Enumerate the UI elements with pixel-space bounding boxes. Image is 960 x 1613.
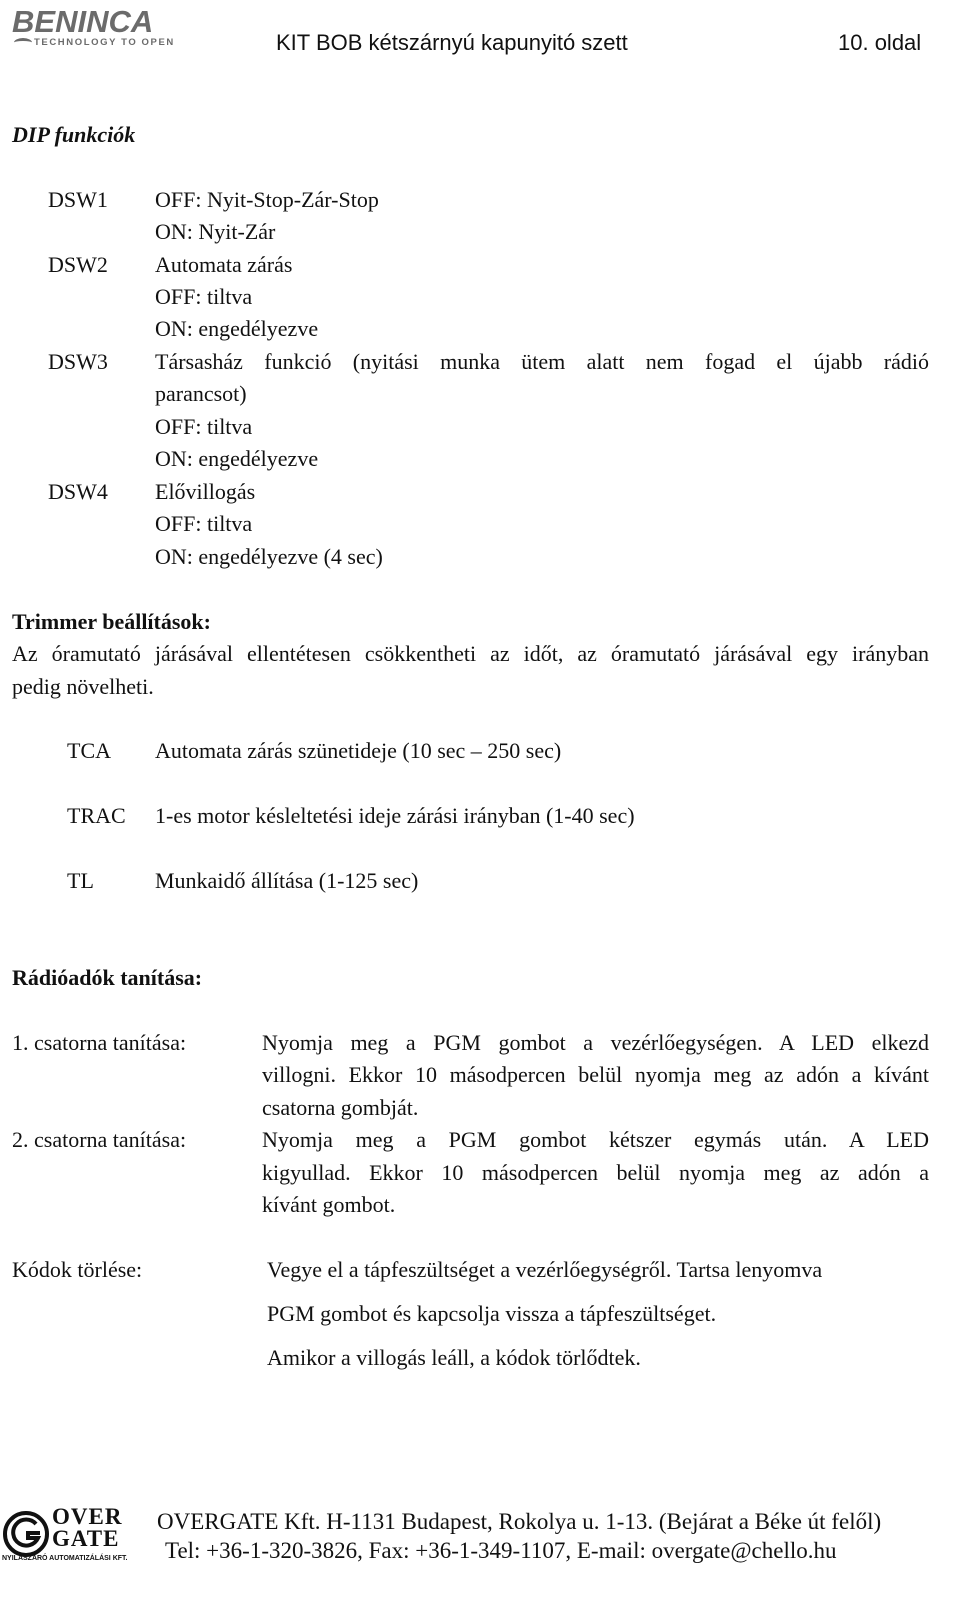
dip-dsw2-line: ON: engedélyezve: [155, 316, 319, 341]
dip-label-dsw2: DSW2: [48, 252, 108, 277]
dip-dsw4-line: ON: engedélyezve (4 sec): [155, 544, 383, 569]
trimmer-intro-cont: pedig növelheti.: [12, 674, 154, 699]
radio-delete-label: Kódok törlése:: [12, 1257, 143, 1282]
footer-contact: Tel: +36-1-320-3826, Fax: +36-1-349-1107, E-mail: overgate@chello.hu: [165, 1538, 837, 1563]
document-title: KIT BOB kétszárnyú kapunyitó szett: [276, 30, 628, 55]
dip-dsw2-line: OFF: tiltva: [155, 284, 253, 309]
dip-dsw3-line: Társasház funkció (nyitási munka ütem alatt nem fogad el újabb rádió: [155, 349, 929, 374]
dip-label-dsw1: DSW1: [48, 187, 108, 212]
page-number: 10. oldal: [838, 30, 922, 55]
dip-dsw1-line: OFF: Nyit-Stop-Zár-Stop: [155, 187, 379, 212]
radio-ch2-label: 2. csatorna tanítása:: [12, 1127, 187, 1152]
radio-ch1-line: Nyomja meg a PGM gombot a vezérlőegységen. A LED elkezd: [262, 1030, 929, 1055]
trimmer-heading: Trimmer beállítások:: [12, 609, 211, 634]
dip-label-dsw4: DSW4: [48, 479, 108, 504]
trimmer-intro: Az óramutató járásával ellentétesen csökkentheti az időt, az óramutató járásával egy irányban: [12, 641, 929, 666]
dip-heading: DIP funkciók: [12, 122, 136, 147]
radio-ch1-line: villogni. Ekkor 10 másodpercen belül nyomja meg az adón a kívánt: [262, 1062, 929, 1087]
radio-delete-line: Vegye el a tápfeszültséget a vezérlőegységről. Tartsa lenyomva: [267, 1257, 823, 1282]
dip-dsw3-line: parancsot): [155, 381, 247, 406]
logo-main-text: BENINCA: [12, 4, 154, 39]
logo-tagline: TECHNOLOGY TO OPEN: [34, 37, 175, 48]
radio-heading: Rádióadók tanítása:: [12, 965, 203, 990]
radio-delete-line: PGM gombot és kapcsolja vissza a tápfeszültséget.: [267, 1301, 717, 1326]
trimmer-label-tca: TCA: [67, 738, 111, 763]
footer-logo-text: OVER GATE: [52, 1504, 123, 1551]
dip-dsw3-line: ON: engedélyezve: [155, 446, 319, 471]
trimmer-text-tl: Munkaidő állítása (1-125 sec): [155, 868, 419, 893]
dip-dsw2-line: Automata zárás: [155, 252, 293, 277]
footer-address: OVERGATE Kft. H-1131 Budapest, Rokolya u. 1-13. (Bejárat a Béke út felől): [157, 1509, 882, 1534]
dip-dsw1-line: ON: Nyit-Zár: [155, 219, 276, 244]
logo-swoosh-icon: [14, 38, 32, 47]
radio-ch2-line: kigyullad. Ekkor 10 másodpercen belül nyomja meg az adón a: [262, 1160, 929, 1185]
overgate-logo: [2, 1506, 134, 1566]
dip-label-dsw3: DSW3: [48, 349, 108, 374]
beninca-logo: [12, 4, 175, 50]
radio-ch2-line: Nyomja meg a PGM gombot kétszer egymás után. A LED: [262, 1127, 929, 1152]
radio-ch2-line: kívánt gombot.: [262, 1192, 396, 1217]
radio-ch1-label: 1. csatorna tanítása:: [12, 1030, 187, 1055]
dip-dsw3-line: OFF: tiltva: [155, 414, 253, 439]
trimmer-text-tca: Automata zárás szünetideje (10 sec – 250 sec): [155, 738, 562, 763]
radio-ch1-line: csatorna gombját.: [262, 1095, 419, 1120]
trimmer-text-trac: 1-es motor késleltetési ideje zárási irányban (1-40 sec): [155, 803, 635, 828]
trimmer-label-trac: TRAC: [67, 803, 126, 828]
trimmer-label-tl: TL: [67, 868, 94, 893]
footer-logo-tagline: NYILÁSZÁRÓ AUTOMATIZÁLÁSI KFT.: [2, 1555, 128, 1562]
dip-dsw4-line: Elővillogás: [155, 479, 256, 504]
dip-dsw4-line: OFF: tiltva: [155, 511, 253, 536]
radio-delete-line: Amikor a villogás leáll, a kódok törlődtek.: [267, 1345, 641, 1370]
